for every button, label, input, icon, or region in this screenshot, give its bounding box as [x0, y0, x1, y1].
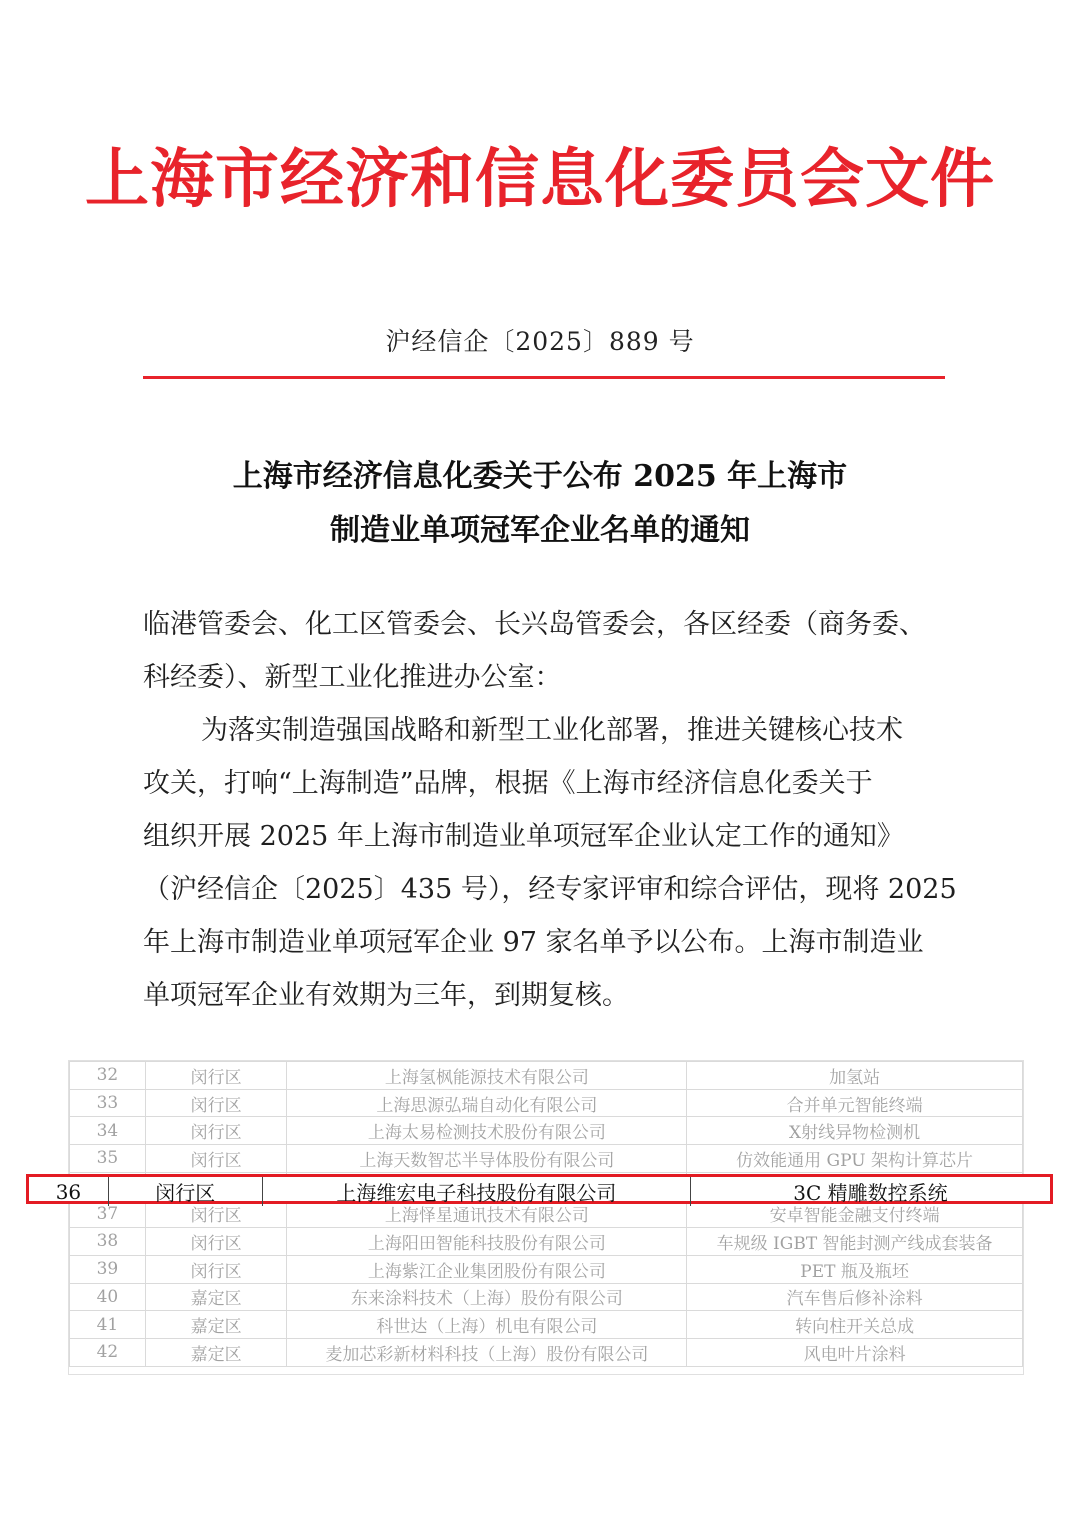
row-district: 闵行区: [145, 1089, 287, 1117]
row-district: 闵行区: [145, 1200, 287, 1228]
row-company: 上海阳田智能科技股份有限公司: [287, 1228, 687, 1256]
notice-body: [143, 598, 957, 1022]
paragraph-line: 单项冠军企业有效期为三年，到期复核。: [143, 980, 629, 1011]
row-company: 麦加芯彩新材料科技（上海）股份有限公司: [287, 1338, 687, 1366]
table-row: [70, 1255, 1023, 1283]
addressee-line: 临港管委会、化工区管委会、长兴岛管委会，各区经委（商务委、: [143, 609, 926, 640]
highlight-number: 36: [29, 1177, 108, 1206]
row-product: 加氢站: [687, 1062, 1023, 1090]
row-district: 闵行区: [145, 1062, 287, 1090]
notice-title-line-2: 制造业单项冠军企业名单的通知: [330, 513, 750, 548]
addressee-line: 科经委）、新型工业化推进办公室：: [143, 662, 562, 693]
row-number: 40: [70, 1283, 146, 1311]
paragraph-line: 攻关，打响“上海制造”品牌，根据《上海市经济信息化委关于: [143, 768, 873, 799]
paragraph-line: 组织开展 2025 年上海市制造业单项冠军企业认定工作的通知》: [143, 821, 904, 852]
row-product: X射线异物检测机: [687, 1117, 1023, 1145]
row-number: 38: [70, 1228, 146, 1256]
row-product: 车规级 IGBT 智能封测产线成套装备: [687, 1228, 1023, 1256]
table-row: [70, 1117, 1023, 1145]
row-product: 仿效能通用 GPU 架构计算芯片: [687, 1145, 1023, 1173]
row-district: 闵行区: [145, 1145, 287, 1173]
row-product: 转向柱开关总成: [687, 1311, 1023, 1339]
row-company: 上海思源弘瑞自动化有限公司: [287, 1089, 687, 1117]
highlight-product: 3C 精雕数控系统: [793, 1181, 948, 1205]
table-row: [70, 1283, 1023, 1311]
row-company: 上海紫江企业集团股份有限公司: [287, 1255, 687, 1283]
row-product: 汽车售后修补涂料: [687, 1283, 1023, 1311]
row-number: 35: [70, 1145, 146, 1173]
table-row: [70, 1062, 1023, 1090]
row-company: 科世达（上海）机电有限公司: [287, 1311, 687, 1339]
red-divider-line: [143, 376, 945, 379]
row-district: 闵行区: [145, 1117, 287, 1145]
paragraph-line: 为落实制造强国战略和新型工业化部署，推进关键核心技术: [201, 715, 903, 746]
row-product: 合并单元智能终端: [687, 1089, 1023, 1117]
table-row: [70, 1228, 1023, 1256]
row-district: 闵行区: [145, 1255, 287, 1283]
highlight-company: 上海维宏电子科技股份有限公司: [262, 1177, 690, 1206]
paragraph-line: （沪经信企〔2025〕435 号），经专家评审和综合评估，现将 2025: [143, 874, 957, 905]
row-number: 41: [70, 1311, 146, 1339]
row-number: 33: [70, 1089, 146, 1117]
row-number: 32: [70, 1062, 146, 1090]
row-company: 上海怿星通讯技术有限公司: [287, 1200, 687, 1228]
row-company: 东来涂料技术（上海）股份有限公司: [287, 1283, 687, 1311]
table-row: [70, 1089, 1023, 1117]
row-number: 39: [70, 1255, 146, 1283]
row-district: 嘉定区: [145, 1311, 287, 1339]
table-row: [70, 1338, 1023, 1366]
row-product: PET 瓶及瓶坯: [687, 1255, 1023, 1283]
masthead-title: 上海市经济和信息化委员会文件: [85, 142, 995, 217]
highlight-district: 闵行区: [108, 1177, 262, 1206]
table-row: [70, 1311, 1023, 1339]
document-number: 沪经信企〔2025〕889 号: [385, 327, 695, 356]
row-product: 安卓智能金融支付终端: [687, 1200, 1023, 1228]
highlighted-row: [26, 1174, 1053, 1204]
company-list-table: [68, 1060, 1024, 1375]
row-number: 34: [70, 1117, 146, 1145]
row-district: 嘉定区: [145, 1338, 287, 1366]
row-company: 上海天数智芯半导体股份有限公司: [287, 1145, 687, 1173]
row-number: 37: [70, 1200, 146, 1228]
row-company: 上海太易检测技术股份有限公司: [287, 1117, 687, 1145]
row-number: 42: [70, 1338, 146, 1366]
paragraph-line: 年上海市制造业单项冠军企业 97 家名单予以公布。上海市制造业: [143, 927, 924, 958]
table-row: [70, 1145, 1023, 1173]
row-district: 闵行区: [145, 1228, 287, 1256]
notice-title-line-1: 上海市经济信息化委关于公布 2025 年上海市: [232, 459, 848, 494]
row-company: 上海氢枫能源技术有限公司: [287, 1062, 687, 1090]
row-product: 风电叶片涂料: [687, 1338, 1023, 1366]
row-district: 嘉定区: [145, 1283, 287, 1311]
